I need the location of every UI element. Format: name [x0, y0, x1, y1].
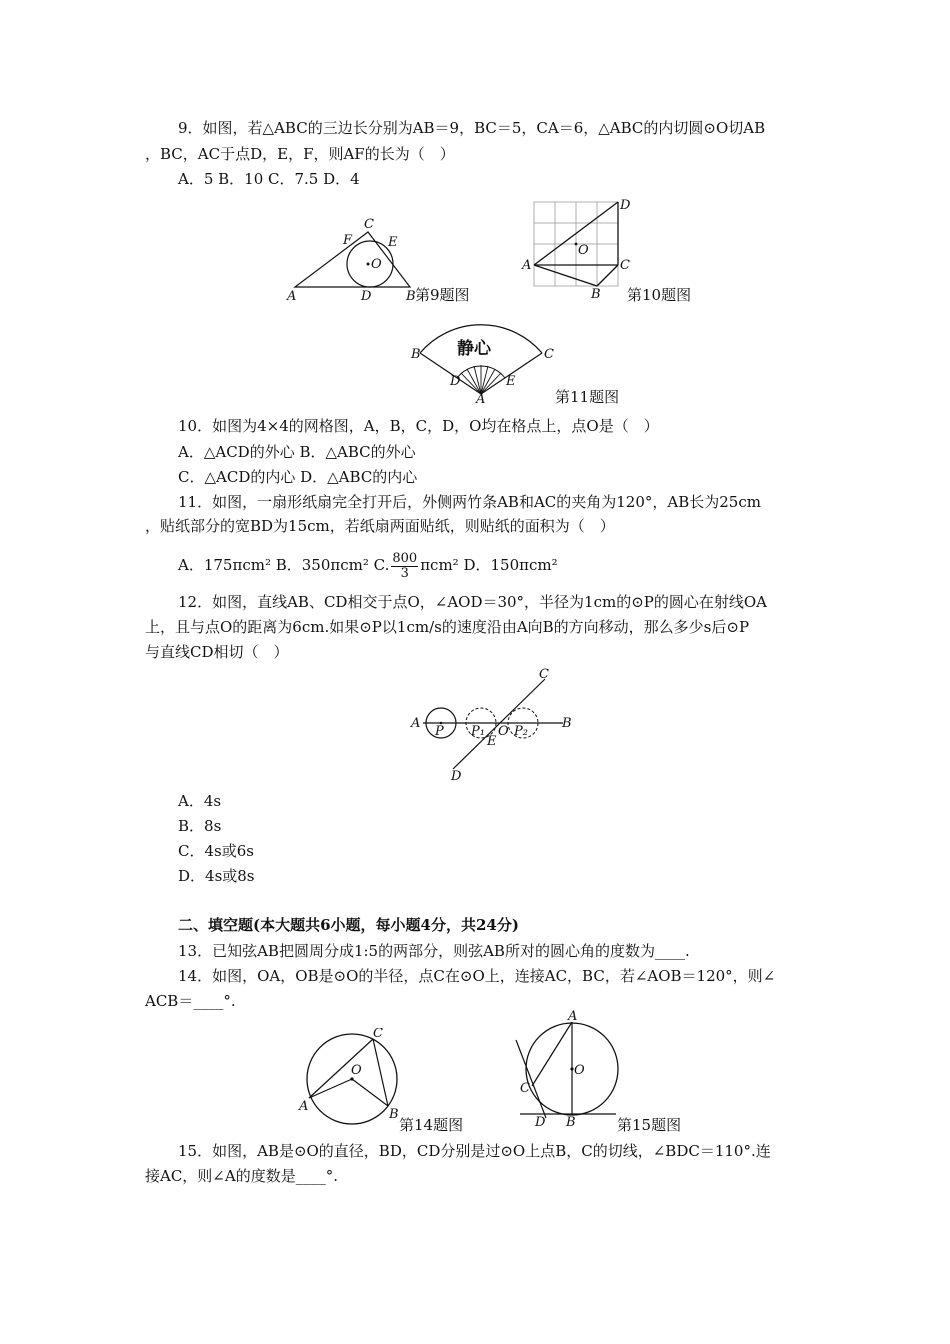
q12-option-c: C．4s或6s	[178, 842, 254, 860]
fig11-label-C: C	[544, 347, 554, 362]
q15-text-line1: 15．如图，AB是⊙O的直径，BD，CD分别是过⊙O上点B，C的切线，∠BDC＝110°.连	[178, 1142, 771, 1160]
figure-9	[285, 212, 425, 304]
fig10-caption: 第10题图	[627, 286, 692, 304]
fig14-caption: 第14题图	[399, 1116, 464, 1134]
fig11-caption: 第11题图	[555, 388, 620, 406]
fig9-label-E: E	[388, 235, 398, 250]
q11-fraction	[391, 552, 418, 581]
fig11-label-E: E	[506, 374, 516, 389]
q14-text-line2: ACB＝____°.	[145, 992, 236, 1010]
figure-15	[508, 1008, 620, 1130]
fig12-label-C: C	[539, 667, 549, 682]
q12-text-line2: 上，且与点O的距离为6cm.如果⊙P以1cm/s的速度沿由A向B的方向移动，那么多少s后⊙P	[145, 618, 750, 636]
fig9-label-O: O	[371, 257, 382, 272]
fig15-caption: 第15题图	[617, 1116, 682, 1134]
fig12-label-P2: P₂	[514, 724, 528, 739]
fig15-label-D: D	[535, 1115, 546, 1130]
q9-text-line2: ，BC，AC于点D，E，F，则AF的长为（ ）	[145, 145, 455, 163]
figure-11	[405, 318, 555, 404]
fig15-label-C: C	[520, 1081, 530, 1096]
q11-text-line2: ，贴纸部分的宽BD为15cm，若纸扇两面贴纸，则贴纸的面积为（ ）	[145, 517, 615, 535]
q12-text-line3: 与直线CD相切（ ）	[145, 643, 289, 661]
fig14-label-A: A	[299, 1099, 309, 1114]
fig15-label-B: B	[566, 1115, 576, 1130]
fig10-label-D: D	[620, 198, 630, 213]
section2-heading: 二、填空题(本大题共6小题，每小题4分，共24分)	[178, 916, 519, 934]
fig10-label-C: C	[620, 258, 630, 273]
fig12-label-B: B	[562, 716, 572, 731]
fig10-label-A: A	[522, 258, 532, 273]
q9-options: A．5 B．10 C．7.5 D．4	[178, 170, 360, 188]
fig9-label-B: B	[406, 289, 416, 304]
q13-text: 13．已知弦AB把圆周分成1:5的两部分，则弦AB所对的圆心角的度数为____.	[178, 942, 690, 960]
fig14-label-B: B	[389, 1107, 399, 1122]
q11-text-line1: 11．如图，一扇形纸扇完全打开后，外侧两竹条AB和AC的夹角为120°，AB长为25cm	[178, 493, 761, 511]
fig12-label-P1: P₁	[471, 724, 485, 739]
q15-text-line2: 接AC，则∠A的度数是____°.	[145, 1167, 338, 1185]
fig10-label-O: O	[578, 243, 589, 258]
fig14-label-O: O	[351, 1063, 362, 1078]
q9-text-line1: 9．如图，若△ABC的三边长分别为AB＝9，BC＝5，CA＝6，△ABC的内切圆⊙O切AB	[178, 119, 766, 137]
fig10-label-B: B	[591, 287, 601, 300]
figure-12	[405, 664, 580, 784]
fig12-label-A: A	[411, 716, 421, 731]
q11-frac-den: 3	[400, 565, 409, 581]
fig9-label-A: A	[287, 289, 297, 304]
q10-option-cd: C．△ACD的内心 D．△ABC的内心	[178, 468, 418, 486]
fig9-label-D: D	[361, 289, 372, 304]
q12-option-b: B．8s	[178, 817, 222, 835]
q12-option-d: D．4s或8s	[178, 867, 255, 885]
fig12-label-O: O	[498, 724, 509, 739]
q11-options-cd: πcm² D．150πcm²	[420, 556, 558, 574]
fig14-label-C: C	[373, 1028, 383, 1041]
figure-14	[295, 1028, 405, 1128]
q10-option-ab: A．△ACD的外心 B．△ABC的外心	[178, 443, 416, 461]
fig11-label-A: A	[476, 392, 486, 404]
q11-options	[178, 546, 558, 584]
figure-10	[520, 196, 630, 300]
fig11-label-B: B	[411, 347, 421, 362]
fig9-label-C: C	[364, 217, 374, 232]
fig12-label-P: P	[435, 724, 444, 739]
fig9-label-F: F	[343, 233, 353, 248]
q11-frac-num: 800	[392, 550, 418, 566]
fig11-fan-text: 静心	[457, 339, 491, 359]
q10-text-line1: 10．如图为4×4的网格图，A，B，C，D，O均在格点上，点O是（ ）	[178, 417, 659, 435]
fig11-label-D: D	[450, 374, 461, 389]
q12-option-a: A．4s	[178, 792, 222, 810]
q14-text-line1: 14．如图，OA，OB是⊙O的半径，点C在⊙O上，连接AC，BC，若∠AOB＝120°，则∠	[178, 967, 776, 985]
fig15-label-O: O	[574, 1063, 585, 1078]
fig12-label-E: E	[487, 734, 497, 749]
q12-text-line1: 12．如图，直线AB、CD相交于点O，∠AOD＝30°，半径为1cm的⊙P的圆心在射线OA	[178, 593, 768, 611]
fig9-caption: 第9题图	[415, 286, 470, 304]
fig12-label-D: D	[451, 769, 462, 784]
q11-options-ab: A．175πcm² B．350πcm² C.	[178, 556, 390, 574]
fig15-label-A: A	[568, 1009, 578, 1024]
